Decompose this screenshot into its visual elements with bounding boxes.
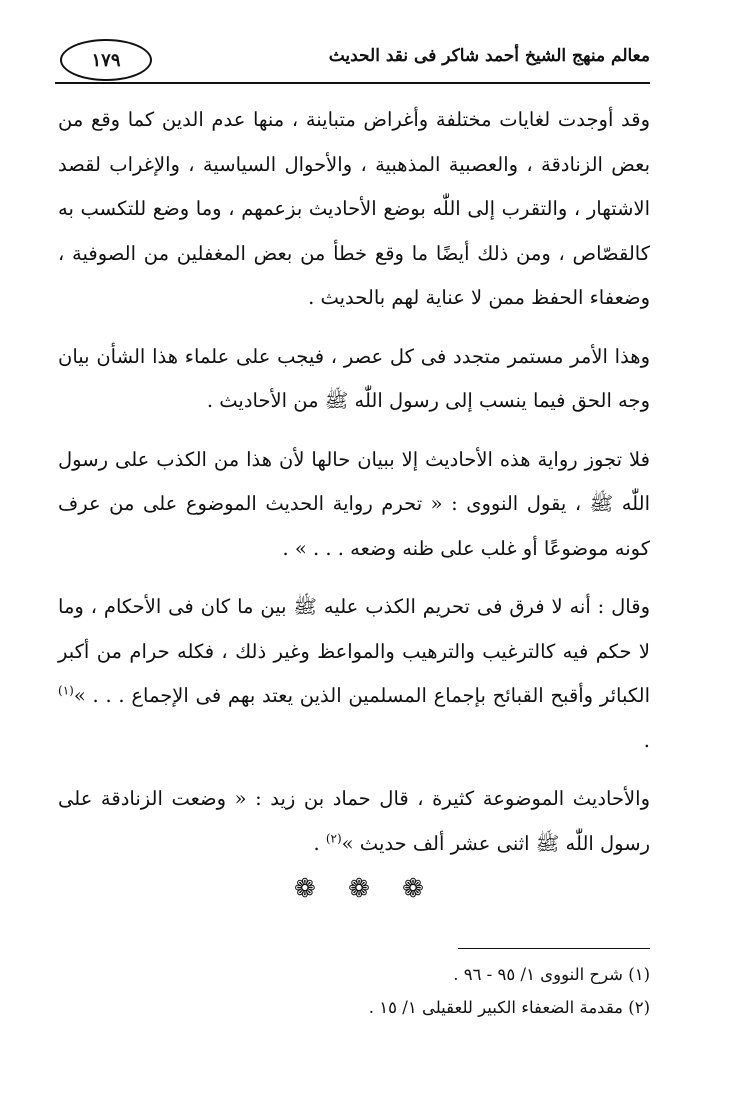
paragraph-3: فلا تجوز رواية هذه الأحاديث إلا ببيان حالها لأن هذا من الكذب على رسول اللّٰه ﷺ ، يقول النووى : « تحرم رواية الحديث الموضوع على من عرف كونه موضوعًا أو غلب على ظنه وضعه . . . » .	[58, 447, 650, 560]
paragraph-5	[58, 777, 650, 866]
paragraph-4	[58, 585, 650, 763]
paragraph-4-end: .	[643, 728, 650, 752]
footnote-ref-1: (١)	[58, 683, 74, 698]
footnote-2: (٢) مقدمة الضعفاء الكبير للعقيلى ١/ ١٥ .	[368, 998, 650, 1017]
main-text	[58, 98, 650, 880]
footnote-separator	[458, 948, 650, 949]
page-number: ١٧٩	[60, 39, 152, 81]
running-title: معالم منهج الشيخ أحمد شاكر فى نقد الحديث	[328, 46, 650, 66]
paragraph-5-end: .	[313, 831, 326, 855]
paragraph-4-text: وقال : أنه لا فرق فى تحريم الكذب عليه ﷺ بين ما كان فى الأحكام ، وما لا حكم فيه كالترغيب والترهيب والمواعظ وغير ذلك ، فكله حرام من أكبر الكبائر وأقبح القبائح بإجماع المسلمين الذين يعتد بهم فى الإجماع . . . »	[58, 595, 650, 707]
section-divider-ornaments: ❁ ❁ ❁	[294, 874, 436, 904]
paragraph-1: وقد أوجدت لغايات مختلفة وأغراض متباينة ، منها عدم الدين كما وقع من بعض الزنادقة ، والعصبية المذهبية ، والأحوال السياسية ، والإغراب لقصد الاشتهار ، والتقرب إلى اللّٰه بوضع الأحاديث بزعمهم ، وما وضع للتكسب به كالقصّاص ، ومن ذلك أيضًا ما وقع خطأ من بعض المغفلين من الصوفية ، وضعفاء الحفظ ممن لا عناية لهم بالحديث .	[58, 108, 650, 309]
footnotes	[58, 958, 650, 1024]
footnote-ref-2: (٢)	[325, 831, 342, 845]
page-header	[55, 32, 650, 84]
paragraph-5-text: والأحاديث الموضوعة كثيرة ، قال حماد بن زيد : « وضعت الزنادقة على رسول اللّٰه ﷺ اثنى عشر ألف حديث »	[58, 787, 650, 855]
paragraph-2: وهذا الأمر مستمر متجدد فى كل عصر ، فيجب على علماء هذا الشأن بيان وجه الحق فيما ينسب إلى رسول اللّٰه ﷺ من الأحاديث .	[58, 344, 650, 412]
footnote-1: (١) شرح النووى ١/ ٩٥ - ٩٦ .	[453, 965, 650, 984]
